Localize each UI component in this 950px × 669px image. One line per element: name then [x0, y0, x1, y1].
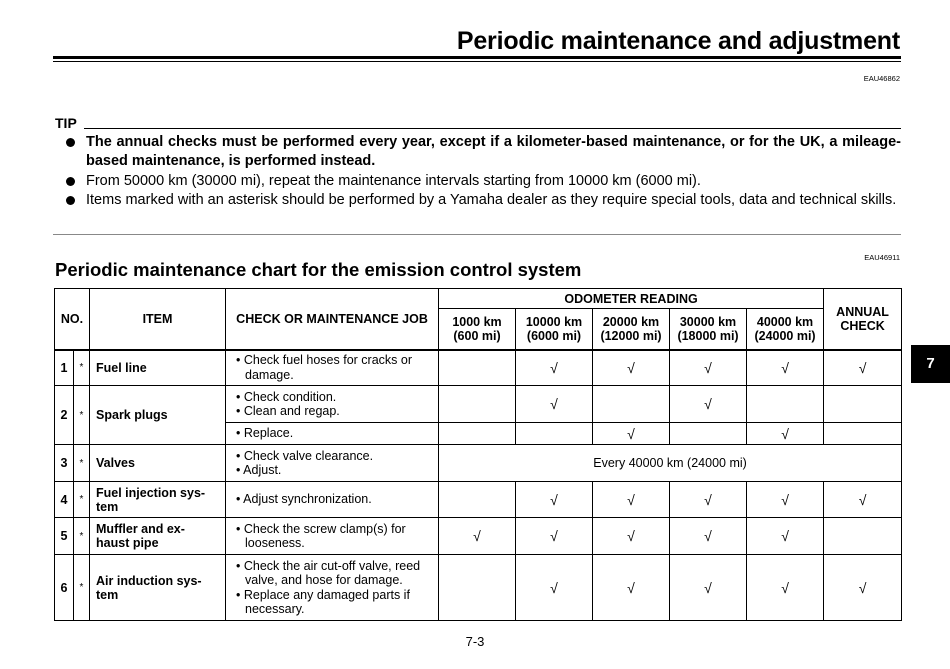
header-job: CHECK OR MAINTENANCE JOB [226, 289, 439, 350]
row-job [226, 423, 439, 445]
check-cell: √ [516, 386, 593, 423]
tip-item [55, 191, 901, 210]
section-reference-code: EAU46911 [864, 253, 900, 262]
row-job [226, 445, 439, 482]
header-interval: 40000 km (24000 mi) [747, 309, 824, 350]
job-line: • Check valve clearance. [236, 448, 374, 463]
check-cell [439, 482, 516, 518]
check-cell: √ [747, 482, 824, 518]
check-cell: √ [670, 482, 747, 518]
check-cell: √ [439, 518, 516, 555]
tip-text: Items marked with an asterisk should be performed by a Yamaha dealer as they require special tools, data and technical skills. [86, 191, 897, 208]
header-interval: 10000 km (6000 mi) [516, 309, 593, 350]
header-interval: 1000 km (600 mi) [439, 309, 516, 350]
check-cell: √ [747, 350, 824, 386]
check-cell [439, 386, 516, 423]
table-row [55, 555, 902, 621]
check-cell: √ [670, 555, 747, 621]
job-line: • Check condition. [236, 389, 337, 404]
job-line: • Check the air cut-off valve, reed valve, and hose for damage. [236, 558, 421, 587]
check-cell: √ [516, 555, 593, 621]
header-item: ITEM [90, 289, 226, 350]
check-cell: √ [593, 482, 670, 518]
header-interval: 20000 km (12000 mi) [593, 309, 670, 350]
job-line: • Check the screw clamp(s) for looseness. [236, 521, 406, 550]
tip-rule [84, 128, 901, 129]
job-line: • Check fuel hoses for cracks or damage. [236, 353, 412, 382]
job-line: • Adjust. [236, 463, 282, 477]
tip-label: TIP [55, 115, 77, 131]
check-cell: √ [747, 518, 824, 555]
row-number: 6 [55, 555, 74, 621]
row-number: 5 [55, 518, 74, 555]
table-row [55, 445, 902, 482]
check-cell: √ [670, 350, 747, 386]
maintenance-chart [54, 288, 902, 621]
tip-item [55, 133, 901, 172]
annual-check-cell [824, 518, 902, 555]
table-row [55, 482, 902, 518]
check-cell: √ [670, 518, 747, 555]
check-cell: √ [670, 386, 747, 423]
header-annual: ANNUAL CHECK [824, 289, 902, 350]
dealer-asterisk: * [74, 386, 90, 445]
check-cell: √ [747, 555, 824, 621]
header-no: NO. [55, 289, 90, 350]
chapter-tab: 7 [911, 345, 950, 383]
annual-check-cell: √ [824, 350, 902, 386]
check-cell: √ [516, 350, 593, 386]
check-cell: √ [516, 482, 593, 518]
bullet-icon [66, 177, 75, 186]
check-cell: √ [593, 423, 670, 445]
table-row [55, 350, 902, 386]
row-number: 4 [55, 482, 74, 518]
dealer-asterisk: * [74, 482, 90, 518]
row-item: Air induction sys- tem [90, 555, 226, 621]
job-line: • Clean and regap. [236, 404, 340, 418]
row-job [226, 555, 439, 621]
dealer-asterisk: * [74, 350, 90, 386]
check-cell: √ [593, 555, 670, 621]
row-item: Spark plugs [90, 386, 226, 445]
annual-check-cell [824, 423, 902, 445]
row-job [226, 482, 439, 518]
title-rule-thin [53, 61, 901, 62]
annual-check-cell: √ [824, 555, 902, 621]
tip-text: The annual checks must be performed every year, except if a kilometer-based maintenance, or for the UK, a mileage-based maintenance, is performed instead. [86, 134, 901, 170]
tip-item [55, 172, 901, 191]
check-cell: √ [747, 423, 824, 445]
job-line: • Adjust synchronization. [236, 492, 372, 507]
title-rule-thick [53, 56, 901, 59]
check-cell [670, 423, 747, 445]
row-item: Fuel injection sys- tem [90, 482, 226, 518]
check-cell: √ [516, 518, 593, 555]
row-item: Muffler and ex- haust pipe [90, 518, 226, 555]
check-cell: √ [593, 518, 670, 555]
page-number: 7-3 [465, 634, 485, 649]
row-job [226, 350, 439, 386]
row-item: Valves [90, 445, 226, 482]
table-row [55, 386, 902, 423]
check-cell [439, 423, 516, 445]
section-title: Periodic maintenance chart for the emission control system [55, 259, 582, 280]
dealer-asterisk: * [74, 518, 90, 555]
interval-span-cell: Every 40000 km (24000 mi) [439, 445, 902, 482]
annual-check-cell [824, 386, 902, 423]
tip-list [55, 133, 901, 210]
check-cell [593, 386, 670, 423]
dealer-asterisk: * [74, 445, 90, 482]
row-number: 2 [55, 386, 74, 445]
header-interval: 30000 km (18000 mi) [670, 309, 747, 350]
header-odometer: ODOMETER READING [439, 289, 824, 309]
tip-text: From 50000 km (30000 mi), repeat the maintenance intervals starting from 10000 km (6000 mi). [86, 172, 701, 189]
job-line: • Replace. [236, 426, 294, 441]
check-cell [747, 386, 824, 423]
bullet-icon [66, 196, 75, 205]
check-cell [439, 555, 516, 621]
check-cell [516, 423, 593, 445]
reference-code: EAU46862 [863, 74, 900, 83]
row-number: 1 [55, 350, 74, 386]
tip-end-rule [53, 234, 901, 235]
row-job [226, 518, 439, 555]
table-row [55, 518, 902, 555]
check-cell: √ [593, 350, 670, 386]
row-number: 3 [55, 445, 74, 482]
row-item: Fuel line [90, 350, 226, 386]
job-line: • Replace any damaged parts if necessary. [236, 587, 410, 616]
bullet-icon [66, 138, 75, 147]
dealer-asterisk: * [74, 555, 90, 621]
row-job [226, 386, 439, 423]
page-title: Periodic maintenance and adjustment [456, 27, 900, 55]
annual-check-cell: √ [824, 482, 902, 518]
check-cell [439, 350, 516, 386]
